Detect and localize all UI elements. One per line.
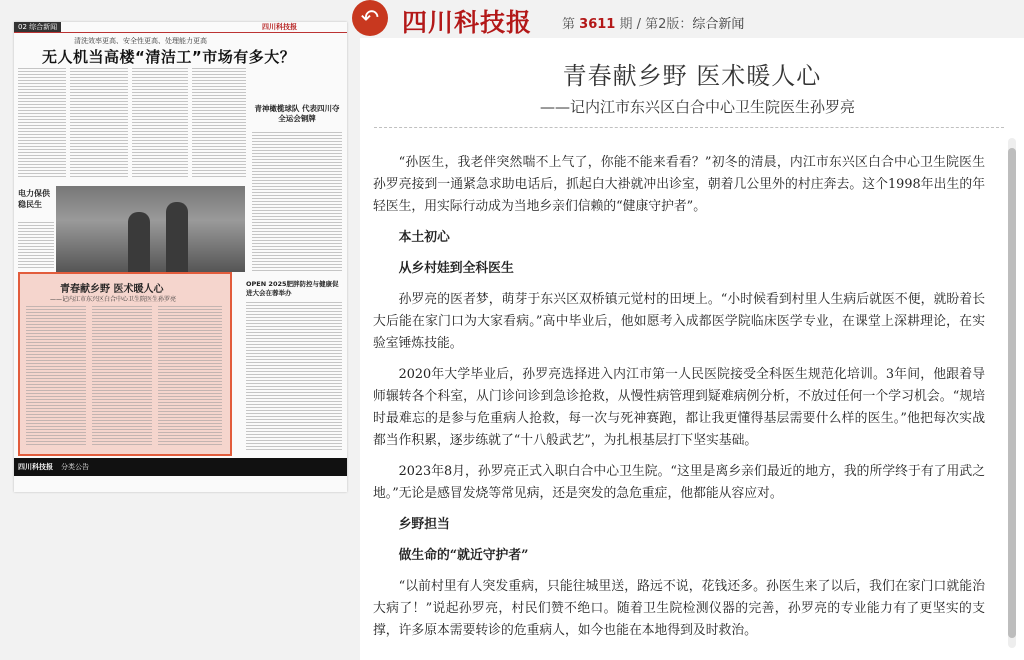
paragraph: 孙罗亮的医者梦，萌芽于东兴区双桥镇元觉村的田埂上。“小时候看到村里人生病后就医不便，就盼着长大后能在家门口为大家看病。”高中毕业后，他如愿考入成都医学院临床医学专业，在课堂上深耕理论，在实验室锤炼技能。 <box>373 292 985 351</box>
section-label: 02 综合新闻 <box>14 22 61 32</box>
issue-number: 3611 <box>579 17 616 32</box>
section-subheading: 做生命的“就近守护者” <box>398 548 529 563</box>
person-figure <box>128 212 150 272</box>
highlight-subtitle: ——记内江市东兴区白合中心卫生院医生孙罗亮 <box>50 296 177 303</box>
text-column <box>70 68 128 178</box>
divider <box>374 127 1004 128</box>
side-article-title[interactable]: 电力保供 稳民生 <box>18 189 50 209</box>
issue-info <box>562 13 744 32</box>
team-article-title[interactable]: 青神橄榄球队 代表四川夺全运会铜牌 <box>254 104 340 123</box>
newspaper-logo-small: 四川科技报 <box>262 22 297 31</box>
paragraph: “孙医生，我老伴突然喘不上气了，你能不能来看看？”初冬的清晨，内江市东兴区白合中心卫生院医生孙罗亮接到一通紧急求助电话后，抓起白大褂就冲出诊室，朝着几公里外的村庄奔去。这个1998年出生的年轻医生，用实际行动成为当地乡亲们信赖的“健康守护者”。 <box>373 155 985 214</box>
issue-section: 综合新闻 <box>692 17 745 32</box>
footer-text: 分类公告 <box>61 463 89 471</box>
scrollbar-thumb[interactable] <box>1008 148 1016 638</box>
paragraph: “以前村里有人突发重病，只能往城里送，路远不说，花钱还多。孙医生来了以后，我们在家门口就能治大病了！”说起孙罗亮，村民们赞不绝口。随着卫生院检测仪器的完善，孙罗亮的专业能力有了更坚实的支撑，许多原本需要转诊的危重病人，如今也能在本地得到及时救治。 <box>373 579 985 638</box>
article-title: 青春献乡野 医术暖人心 <box>562 62 822 90</box>
text-column <box>92 306 152 446</box>
footer-logo: 四川科技报 <box>18 463 53 471</box>
text-column <box>246 302 342 452</box>
article-subtitle: ——记内江市东兴区白合中心卫生院医生孙罗亮 <box>540 98 856 116</box>
text-column <box>192 68 246 178</box>
text-column <box>18 68 66 178</box>
issue-prefix: 第 <box>562 17 576 32</box>
section-heading: 乡野担当 <box>398 517 450 532</box>
newspaper-banner <box>14 22 347 33</box>
newspaper-footer <box>14 458 347 476</box>
text-column <box>252 132 342 272</box>
open-article-title[interactable]: OPEN 2025肥胖防控与健康促进大会在蓉举办 <box>246 280 339 297</box>
back-arrow-icon: ↶ <box>360 5 380 31</box>
newspaper-subheadline: 清洗效率更高、安全性更高、处理能力更高 <box>74 37 207 45</box>
selected-article-highlight[interactable] <box>18 272 232 456</box>
paragraph: 2020年大学毕业后，孙罗亮选择进入内江市第一人民医院接受全科医生规范化培训。3年间，他跟着导师辗转各个科室，从门诊问诊到急诊抢救，从慢性病管理到疑难病例分析，不放过任何一个学习机会。“规培时最难忘的是参与危重病人抢救，每一次与死神赛跑，都让我更懂得基层需要什么样的医生。”他把每次实战都当作积累，逐步练就了“十八般武艺”，为扎根基层打下坚实基础。 <box>373 367 985 448</box>
highlight-title: 青春献乡野 医术暖人心 <box>60 284 164 295</box>
back-button[interactable] <box>352 0 388 36</box>
section-subheading: 从乡村娃到全科医生 <box>398 261 514 276</box>
article-panel <box>360 38 1024 660</box>
news-photo <box>56 186 245 272</box>
section-heading: 本土初心 <box>398 230 450 245</box>
newspaper-headline[interactable]: 无人机当高楼“清洁工”市场有多大？ <box>42 48 296 66</box>
text-column <box>18 222 54 270</box>
brand-logo[interactable]: 四川科技报 <box>402 8 533 37</box>
text-column <box>158 306 222 446</box>
newspaper-preview-pane <box>0 0 361 660</box>
paragraph: 2023年8月，孙罗亮正式入职白合中心卫生院。“这里是离乡亲们最近的地方，我的所学终于有了用武之地。”无论是感冒发烧等常见病，还是突发的急危重症，他都能从容应对。 <box>373 464 985 501</box>
text-column <box>26 306 86 446</box>
person-figure <box>166 202 188 272</box>
article-body <box>373 152 985 642</box>
text-column <box>132 68 188 178</box>
scrollbar[interactable] <box>1008 138 1016 648</box>
newspaper-page-thumbnail[interactable] <box>14 22 347 492</box>
issue-page: 期 / 第2版： <box>619 17 693 32</box>
